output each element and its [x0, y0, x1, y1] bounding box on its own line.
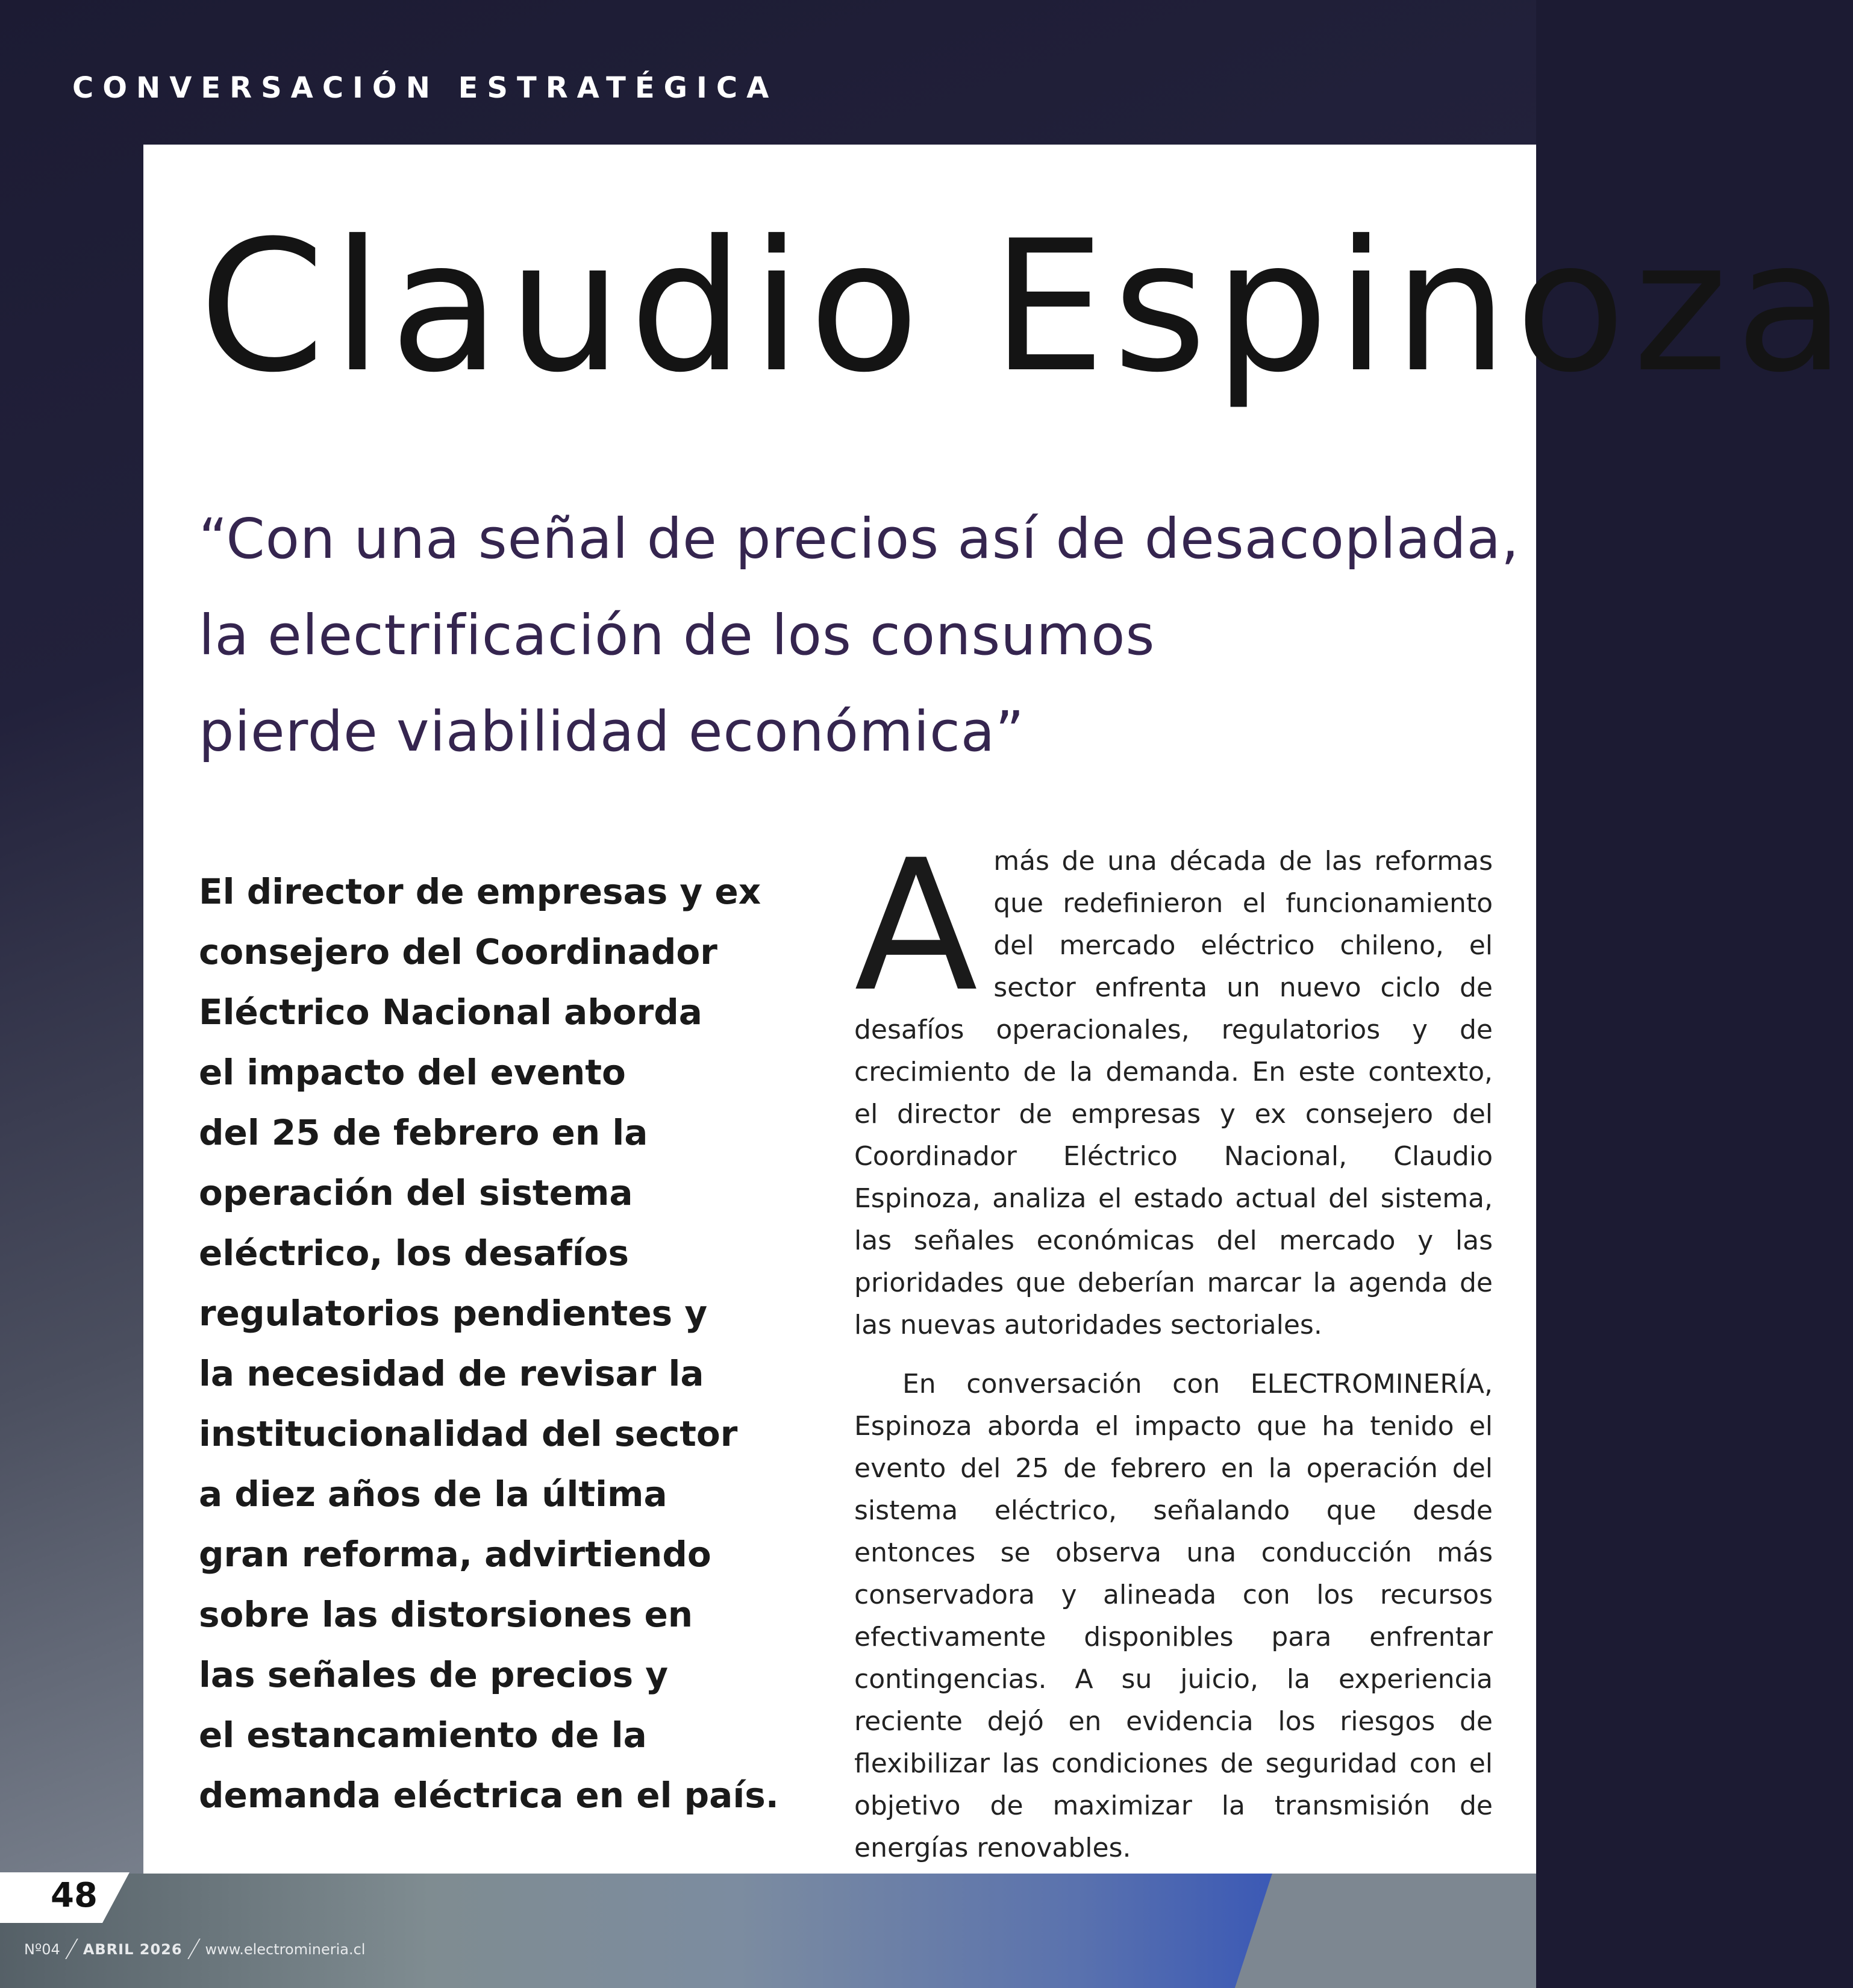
lead-line: Eléctrico Nacional aborda	[199, 992, 702, 1033]
lead-line: gran reforma, advirtiendo	[199, 1534, 711, 1575]
body-column	[854, 821, 1493, 1869]
lead-line: consejero del Coordinador	[199, 931, 717, 972]
section-label: CONVERSACIÓN ESTRATÉGICA	[72, 71, 778, 105]
lead-line: eléctrico, los desafíos	[199, 1233, 630, 1274]
pull-quote	[199, 491, 1520, 780]
issue-date: ABRIL 2026	[83, 1941, 183, 1958]
lead-line: regulatorios pendientes y	[199, 1293, 708, 1334]
lead-line: operación del sistema	[199, 1172, 633, 1213]
lead-line: el impacto del evento	[199, 1052, 626, 1093]
lead-line: sobre las distorsiones en	[199, 1594, 693, 1635]
body-paragraph-1: más de una década de las reformas que redefinieron el funcionamiento del mercado eléctrico chileno, el sector enfrenta un nuevo ciclo de desafíos operacionales, regulatorios y de crecimiento de la demanda. En este contexto, el director de empresas y ex consejero del Coordinador Eléctrico Nacional, Claudio Espinoza, analiza el estado actual del sistema, las señales económicas del mercado y las prioridades que deberían marcar la agenda de las nuevas autoridades sectoriales.	[854, 846, 1493, 1340]
separator	[187, 1939, 201, 1959]
lead-line: demanda eléctrica en el país.	[199, 1775, 779, 1816]
lead-line: institucionalidad del sector	[199, 1413, 738, 1454]
website-link[interactable]: www.electromineria.cl	[205, 1941, 366, 1958]
lead-line: a diez años de la última	[199, 1474, 667, 1514]
quote-line: pierde viabilidad económica”	[199, 699, 1025, 764]
footer-info	[24, 1939, 365, 1958]
quote-line: “Con una señal de precios así de desacoplada,	[199, 507, 1520, 571]
lead-line: del 25 de febrero en la	[199, 1112, 648, 1153]
lead-line: las señales de precios y	[199, 1654, 669, 1695]
separator	[65, 1939, 78, 1959]
issue-number: Nº04	[24, 1941, 60, 1958]
lead-paragraph	[199, 861, 779, 1825]
lead-line: la necesidad de revisar la	[199, 1353, 704, 1394]
lead-line: el estancamiento de la	[199, 1714, 647, 1755]
body-paragraph-2: En conversación con ELECTROMINERÍA, Espinoza aborda el impacto que ha tenido el evento del 25 de febrero en la operación del sistema eléctrico, señalando que desde entonces se observa una conducción más conservadora y alineada con los recursos efectivamente disponibles para enfrentar contingencias. A su juicio, la experiencia reciente dejó en evidencia los riesgos de flexibilizar las condiciones de seguridad con el objetivo de maximizar la transmisión de energías renovables.	[854, 1369, 1493, 1863]
article-headline: Claudio Espinoza	[199, 202, 1853, 412]
lead-line: El director de empresas y ex	[199, 871, 761, 912]
drop-cap: A	[854, 821, 978, 1031]
page-number: 48	[51, 1876, 98, 1915]
quote-line: la electrificación de los consumos	[199, 603, 1155, 667]
